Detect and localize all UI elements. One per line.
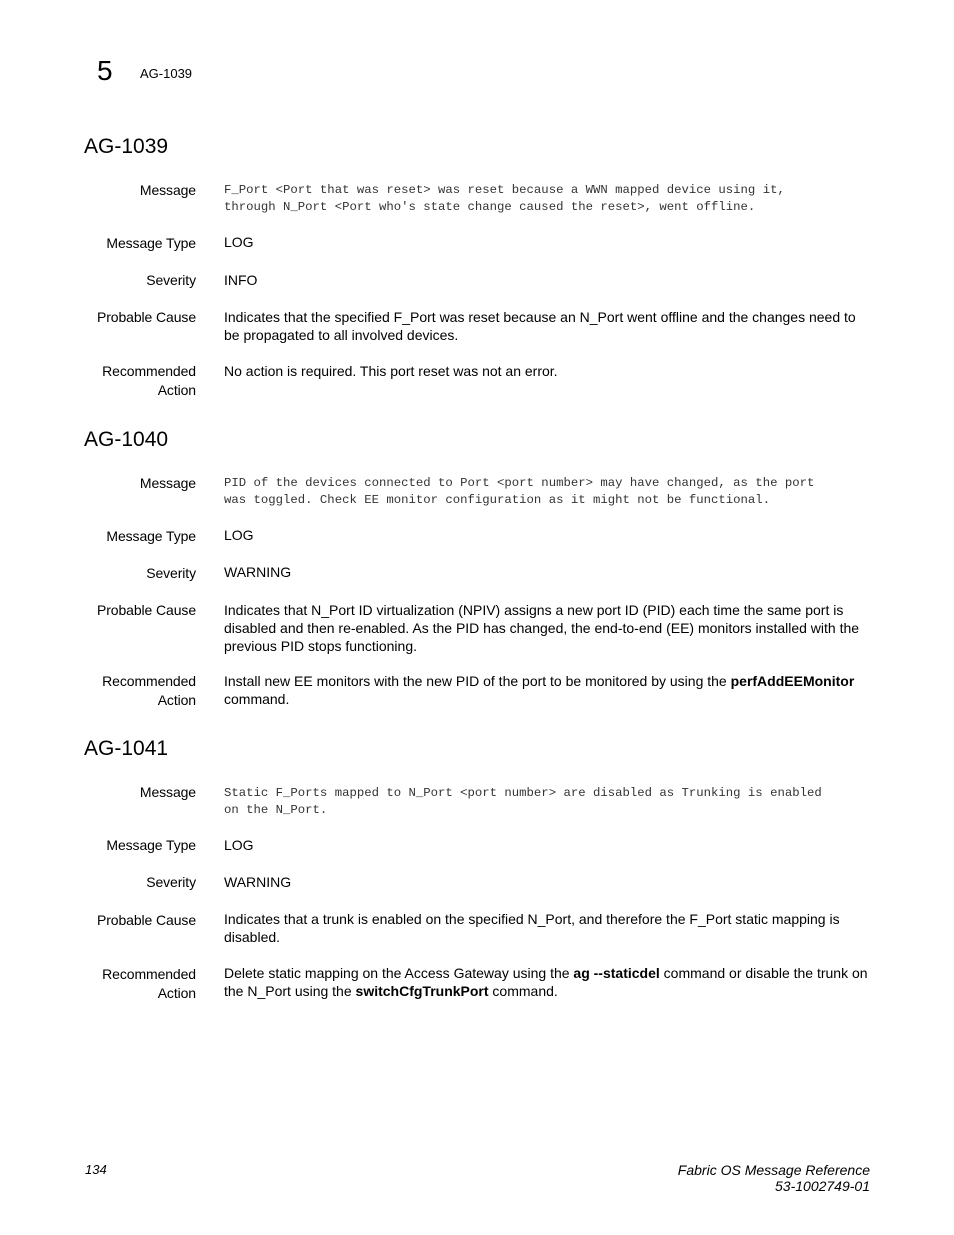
probable-cause-label: Probable Cause — [97, 602, 196, 618]
recommended-action-text: Delete static mapping on the Access Gateway using the ag --staticdel command or disable the trunk on the N_Port using the switchCfgTrunkPort command. — [224, 965, 868, 999]
severity-label: Severity — [146, 874, 196, 890]
severity-label: Severity — [146, 272, 196, 288]
entry-title: AG-1039 — [84, 135, 169, 158]
command-name: perfAddEEMonitor — [730, 673, 855, 689]
message-type-label: Message Type — [106, 837, 196, 853]
recommended-action-text: Install new EE monitors with the new PID of the port to be monitored by using the perfAddEEMonitor command. — [224, 673, 855, 707]
message-label: Message — [139, 475, 196, 491]
doc-number: 53-1002749-01 — [775, 1178, 870, 1194]
entry-title: AG-1040 — [84, 428, 169, 451]
entry-title: AG-1041 — [84, 737, 169, 760]
recommended-action-label: Recommended Action — [102, 966, 196, 1001]
severity-value: WARNING — [224, 874, 292, 890]
chapter-number: 5 — [97, 55, 113, 86]
message-type-value: LOG — [224, 527, 254, 543]
severity-value: INFO — [224, 272, 258, 288]
message-type-value: LOG — [224, 837, 254, 853]
command-name: ag --staticdel — [573, 965, 660, 981]
recommended-action-text: No action is required. This port reset was not an error. — [224, 363, 558, 379]
probable-cause-label: Probable Cause — [97, 912, 196, 928]
command-name: switchCfgTrunkPort — [355, 983, 489, 999]
message-text: PID of the devices connected to Port <port number> may have changed, as the port was toggled. Check EE monitor configuration as it might not be functional. — [224, 476, 815, 507]
severity-label: Severity — [146, 565, 196, 581]
severity-value: WARNING — [224, 564, 292, 580]
probable-cause-text: Indicates that N_Port ID virtualization (NPIV) assigns a new port ID (PID) each time the same port is disabled and then re-enabled. As the PID has changed, the end-to-end (EE) monitors installed with the previous PID stops functioning. — [224, 602, 860, 654]
page-number: 134 — [85, 1162, 107, 1177]
probable-cause-text: Indicates that a trunk is enabled on the specified N_Port, and therefore the F_Port static mapping is disabled. — [224, 911, 840, 945]
message-text: F_Port <Port that was reset> was reset because a WWN mapped device using it, through N_Port <Port who's state change caused the reset>, went offline. — [224, 183, 785, 214]
probable-cause-label: Probable Cause — [97, 309, 196, 325]
message-type-label: Message Type — [106, 235, 196, 251]
running-title: AG-1039 — [140, 66, 193, 81]
message-text: Static F_Ports mapped to N_Port <port number> are disabled as Trunking is enabled on the N_Port. — [224, 786, 822, 817]
doc-title: Fabric OS Message Reference — [677, 1162, 870, 1178]
message-label: Message — [139, 784, 196, 800]
probable-cause-text: Indicates that the specified F_Port was reset because an N_Port went offline and the changes need to be propagated to all involved devices. — [224, 309, 856, 343]
recommended-action-label: Recommended Action — [102, 363, 196, 398]
message-type-label: Message Type — [106, 528, 196, 544]
message-type-value: LOG — [224, 234, 254, 250]
recommended-action-label: Recommended Action — [102, 673, 196, 708]
footer-doc-info — [678, 1162, 870, 1194]
message-label: Message — [139, 182, 196, 198]
